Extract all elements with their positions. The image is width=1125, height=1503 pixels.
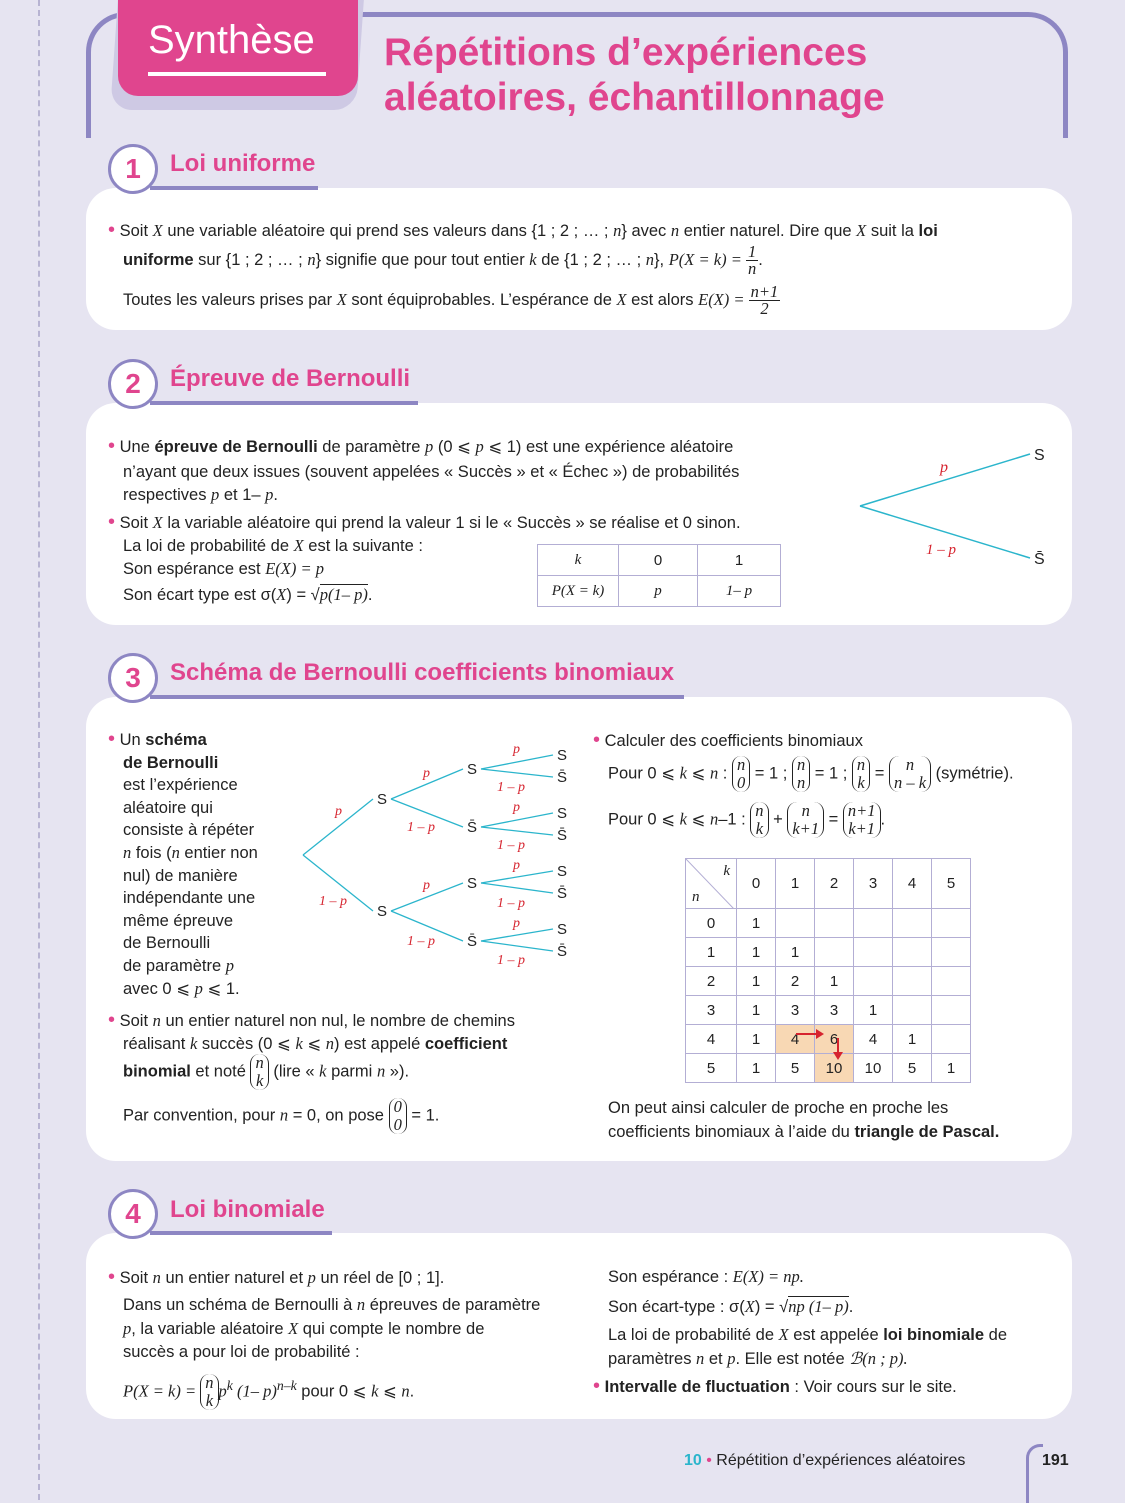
node-s: S xyxy=(377,791,388,808)
branch-label-q: 1 – p xyxy=(497,953,525,968)
table-header: k xyxy=(538,545,619,576)
s4-line1: • Soit n un entier naturel et p un réel de [0 ; 1]. xyxy=(108,1266,445,1288)
arrow-right-head-icon xyxy=(816,1029,824,1039)
bullet-icon: • xyxy=(108,1266,116,1288)
s1-line3: Toutes les valeurs prises par X sont équiprobables. L’espérance de X est alors E(X) = $\frac{n+1}{2}$ xyxy=(123,282,779,318)
table-row xyxy=(686,909,971,938)
node-s: S xyxy=(467,761,478,778)
table-cell xyxy=(893,909,932,938)
section-3-underline xyxy=(150,695,684,699)
s4-binomial-formula: P(X = k) = n k $p^k$ (1– p)$^{n-k}$ pour 0 ⩽ k ⩽ n. xyxy=(123,1373,415,1411)
section-2-number: 2 xyxy=(108,359,158,409)
s4-law-params: paramètres n et p. Elle est notée ℬ(n ; p). xyxy=(608,1349,908,1368)
branch-label-q: 1 – p xyxy=(497,780,525,795)
row-header: 5 xyxy=(686,1054,737,1083)
table-cell: 1 xyxy=(815,967,854,996)
branch-label-q: 1 – p xyxy=(407,820,435,835)
table-cell: 10 xyxy=(854,1054,893,1083)
branch-label-q: 1 – p xyxy=(407,934,435,949)
table-cell: 1 xyxy=(737,996,776,1025)
s3-coef-line1: • Soit n un entier naturel non nul, le nombre de chemins xyxy=(108,1009,515,1031)
s2-line6: Son espérance est E(X) = p xyxy=(123,559,324,578)
table-cell: 5 xyxy=(893,1054,932,1083)
table-cell xyxy=(932,996,971,1025)
section-4-number: 4 xyxy=(108,1189,158,1239)
node-sbar: S̄ xyxy=(557,885,568,902)
bullet-icon: • xyxy=(593,1375,601,1397)
branch-label-q: 1 – p xyxy=(497,838,525,853)
column-header: 4 xyxy=(893,859,932,909)
n-label: n xyxy=(692,889,700,905)
table-cell: P(X = k) xyxy=(538,576,619,607)
node-sbar: S̄ xyxy=(557,769,568,786)
bernoulli-law-table xyxy=(537,544,781,607)
arrow-down-head-icon xyxy=(833,1052,843,1060)
synthese-label: Synthèse xyxy=(148,18,315,62)
node-s: S xyxy=(557,863,568,880)
row-header: 0 xyxy=(686,909,737,938)
s2-line1: • Une épreuve de Bernoulli de paramètre p (0 ⩽ p ⩽ 1) est une expérience aléatoire xyxy=(108,435,734,457)
section-2-title: Épreuve de Bernoulli xyxy=(170,365,411,392)
table-cell: 1 xyxy=(737,938,776,967)
s3-pascal-note-2: coefficients binomiaux à l’aide du triangle de Pascal. xyxy=(608,1123,1000,1141)
table-header: 1 xyxy=(698,545,781,576)
s4-std: Son écart-type : σ(X) = √np (1– p). xyxy=(608,1297,854,1316)
s2-line3: respectives p et 1– p. xyxy=(123,485,279,504)
section-4-title: Loi binomiale xyxy=(170,1196,325,1223)
row-header: 3 xyxy=(686,996,737,1025)
column-header: 3 xyxy=(854,859,893,909)
bullet-icon: • xyxy=(593,729,601,751)
bernoulli-tree xyxy=(850,440,1060,580)
table-cell xyxy=(932,1025,971,1054)
s1-line2: uniforme sur {1 ; 2 ; … ; n} signifie que pour tout entier k de {1 ; 2 ; … ; n}, P(X = k) = $\frac{1}{n}$ . xyxy=(123,242,763,278)
s3-right-title: • Calculer des coefficients binomiaux xyxy=(593,729,863,751)
footer-page-frame xyxy=(1026,1444,1043,1503)
table-cell xyxy=(776,909,815,938)
s2-line5: La loi de probabilité de X est la suivante : xyxy=(123,536,423,555)
node-s: S xyxy=(467,875,478,892)
s2-line4: • Soit X la variable aléatoire qui prend la valeur 1 si le « Succès » se réalise et 0 sinon. xyxy=(108,511,741,533)
branch-label-p: p xyxy=(423,878,430,893)
node-sbar: S̄ xyxy=(557,943,568,960)
column-header: 2 xyxy=(815,859,854,909)
tree-node-s: S xyxy=(1034,447,1045,464)
table-cell: 2 xyxy=(776,967,815,996)
table-cell: 1 xyxy=(776,938,815,967)
node-s: S xyxy=(557,805,568,822)
node-sbar: S̄ xyxy=(467,933,478,950)
section-1-underline xyxy=(150,186,318,190)
section-3-number: 3 xyxy=(108,653,158,703)
node-s: S xyxy=(557,921,568,938)
branch-label-q: 1 – p xyxy=(497,896,525,911)
s3-coef-line2: réalisant k succès (0 ⩽ k ⩽ n) est appelé coefficient xyxy=(123,1034,508,1053)
s1-line1: • Soit X une variable aléatoire qui prend ses valeurs dans {1 ; 2 ; … ; n} avec n entier naturel. Dire que X suit la loi xyxy=(108,219,938,241)
node-sbar: S̄ xyxy=(467,819,478,836)
column-header: 5 xyxy=(932,859,971,909)
bullet-icon: • xyxy=(108,435,116,457)
row-header: 4 xyxy=(686,1025,737,1054)
page-number: 191 xyxy=(1042,1452,1069,1469)
table-cell: 1 xyxy=(854,996,893,1025)
branch-label-p: p xyxy=(513,858,520,873)
table-cell: 1 xyxy=(737,909,776,938)
table-cell: 1 xyxy=(737,967,776,996)
bullet-icon: • xyxy=(108,219,116,241)
s3-right-formula1: Pour 0 ⩽ k ⩽ n : n 0 = 1 ; n n = 1 ; n k = n n – k (symétrie). xyxy=(608,755,1014,792)
section-3-title: Schéma de Bernoulli coefficients binomiaux xyxy=(170,659,675,686)
table-cell xyxy=(893,938,932,967)
s3-left-text: • Un schéma de Bernoulli est l’expérience aléatoire qui consiste à répéter n fois (n entier non nul) de manière indépendante une même épreuve de Bernoulli de paramètre p avec 0 ⩽ p ⩽ 1. xyxy=(108,728,258,998)
section-4-underline xyxy=(150,1231,332,1235)
s4-expectation: Son espérance : E(X) = np. xyxy=(608,1267,804,1286)
branch-label-p: p xyxy=(423,766,430,781)
bernoulli-scheme-tree xyxy=(295,735,580,975)
page-margin-line xyxy=(38,0,40,1500)
table-cell-highlighted: 6 xyxy=(815,1025,854,1054)
branch-label-p: p xyxy=(335,804,342,819)
table-cell-highlighted: 10 xyxy=(815,1054,854,1083)
pascal-arrows xyxy=(790,1024,850,1060)
pascal-corner-cell xyxy=(686,859,737,909)
tree-label-q: 1 – p xyxy=(926,542,956,558)
table-cell: 1 xyxy=(737,1054,776,1083)
table-row xyxy=(686,938,971,967)
table-row xyxy=(686,967,971,996)
column-header: 1 xyxy=(776,859,815,909)
table-cell: 3 xyxy=(815,996,854,1025)
table-cell xyxy=(932,909,971,938)
table-cell: 1 xyxy=(737,1025,776,1054)
table-cell: 3 xyxy=(776,996,815,1025)
section-1-title: Loi uniforme xyxy=(170,150,316,177)
section-1-number: 1 xyxy=(108,144,158,194)
table-cell xyxy=(815,909,854,938)
table-cell xyxy=(932,938,971,967)
section-2-underline xyxy=(150,401,418,405)
bullet-icon: • xyxy=(108,1009,116,1031)
table-cell xyxy=(854,938,893,967)
bullet-icon: • xyxy=(108,728,116,750)
s3-convention: Par convention, pour n = 0, on pose 0 0 = 1. xyxy=(123,1097,440,1134)
s4-line2: Dans un schéma de Bernoulli à n épreuves de paramètre xyxy=(123,1295,541,1314)
s2-line2: n’ayant que deux issues (souvent appelées « Succès » et « Échec ») de probabilités xyxy=(123,463,740,481)
table-cell xyxy=(893,967,932,996)
table-cell xyxy=(854,967,893,996)
node-s: S xyxy=(557,747,568,764)
branch-label-p: p xyxy=(513,800,520,815)
bullet-icon: • xyxy=(108,511,116,533)
table-cell: 1 xyxy=(932,1054,971,1083)
row-header: 2 xyxy=(686,967,737,996)
table-cell xyxy=(893,996,932,1025)
s4-line4: succès a pour loi de probabilité : xyxy=(123,1343,360,1361)
table-cell-highlighted: 4 xyxy=(776,1025,815,1054)
s3-right-formula2: Pour 0 ⩽ k ⩽ n–1 : n k + n k+1 = n+1 k+1 . xyxy=(608,801,886,838)
tab-underline xyxy=(148,72,326,76)
column-header: 0 xyxy=(737,859,776,909)
table-cell xyxy=(815,938,854,967)
tree-node-sbar: S̄ xyxy=(1034,551,1045,568)
table-cell: 1– p xyxy=(698,576,781,607)
table-cell xyxy=(932,967,971,996)
table-row xyxy=(686,996,971,1025)
s2-line7: Son écart type est σ(X) = √p(1– p). xyxy=(123,585,373,604)
tree-label-p: p xyxy=(940,459,948,476)
s4-fluctuation: • Intervalle de fluctuation : Voir cours sur le site. xyxy=(593,1375,957,1397)
table-cell: 4 xyxy=(854,1025,893,1054)
table-cell: p xyxy=(619,576,698,607)
node-sbar: S̄ xyxy=(557,827,568,844)
s3-pascal-note-1: On peut ainsi calculer de proche en proche les xyxy=(608,1099,949,1117)
s4-law-name: La loi de probabilité de X est appelée loi binomiale de xyxy=(608,1325,1008,1344)
node-s: S xyxy=(377,903,388,920)
s3-coef-line3: binomial et noté n k (lire « k parmi n »). xyxy=(123,1053,410,1090)
table-cell: 5 xyxy=(776,1054,815,1083)
row-header: 1 xyxy=(686,938,737,967)
branch-label-p: p xyxy=(513,742,520,757)
table-cell xyxy=(854,909,893,938)
branch-label-p: p xyxy=(513,916,520,931)
footer-chapter: 10 • Répétition d’expériences aléatoires xyxy=(684,1452,966,1469)
s4-line3: p, la variable aléatoire X qui compte le nombre de xyxy=(123,1319,485,1338)
page-title: Répétitions d’expériences aléatoires, échantillonnage xyxy=(384,31,885,119)
table-header: 0 xyxy=(619,545,698,576)
table-cell: 1 xyxy=(893,1025,932,1054)
branch-label-q: 1 – p xyxy=(319,894,347,909)
k-label: k xyxy=(723,863,730,879)
